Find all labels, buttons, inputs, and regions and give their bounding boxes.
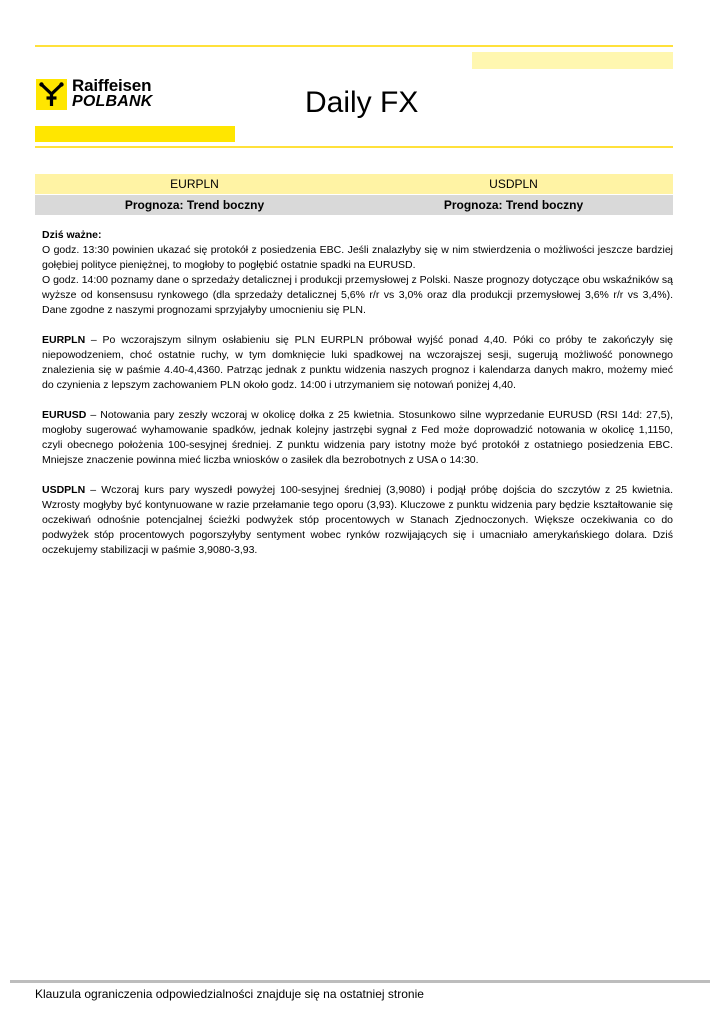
footer-disclaimer: Klauzula ograniczenia odpowiedzialności znajduje się na ostatniej stronie bbox=[35, 987, 424, 1001]
pair-label-eurpln: EURPLN bbox=[170, 177, 219, 191]
header-accent-bar-left bbox=[35, 126, 235, 142]
document-title: Daily FX bbox=[305, 86, 419, 119]
today-paragraph-data: O godz. 14:00 poznamy dane o sprzedaży detalicznej i produkcji przemysłowej z Polski. Nasze prognozy dotyczące obu wskaźników są wyższe od konsensusu rynkowego (dla sprzedaży detalicznej 5,6% r/r vs 3,0% oraz dla produkcji przemysłowej 3,6% r/r vs 3,4%). Dane zgodne z naszymi prognozami sprzyjałyby umocnieniu się PLN. bbox=[42, 274, 673, 316]
header-bottom-rule bbox=[35, 146, 673, 148]
brand-name-line1: Raiffeisen bbox=[72, 76, 152, 95]
footer-rule bbox=[10, 980, 710, 983]
forecast-eurpln: Prognoza: Trend boczny bbox=[124, 198, 265, 212]
section-usdpln bbox=[42, 483, 673, 558]
section-label: EURPLN bbox=[42, 334, 86, 346]
section-text: – Notowania pary zeszły wczoraj w okolicę dołka z 25 kwietnia. Stosunkowo silne wyprzedanie EURUSD (RSI 14d: 27,5), mogłoby sugerować wyhamowanie spadków, jednak kolejny jastrzębi sygnał z Fed może doprowadzić notowania w okolicę 1,1150, czyli obecnego położenia 100-sesyjnej średniej. Z punktu widzenia pary istotny może być protokół z ostatniego posiedzenia EBC. Mniejsze znaczenie powinna mieć liczba wniosków o zasiłek dla bezrobotnych z USA o 14:30. bbox=[42, 409, 673, 466]
section-eurpln bbox=[42, 333, 673, 393]
section-text: – Po wczorajszym silnym osłabieniu się PLN EURPLN próbował wyjść ponad 4,40. Póki co próby te zakończyły się niepowodzeniem, choć ostatnie ruchy, w tym domknięcie luki spadkowej na wczorajszej sesji, sugerują możliwość ponownego znalezienia się w paśmie 4.40-4,4360. Patrząc jednak z punktu widzenia naszych prognoz i kalendarza danych makro, możemy mieć do czynienia z lepszym zachowaniem PLN około godz. 14:00 i utrzymaniem się notowań poniżej 4,40. bbox=[42, 334, 673, 391]
section-label: USDPLN bbox=[42, 484, 86, 496]
commentary-body bbox=[42, 228, 673, 558]
forecast-usdpln: Prognoza: Trend boczny bbox=[443, 198, 584, 212]
section-text: – Wczoraj kurs pary wyszedł powyżej 100-sesyjnej średniej (3,9080) i podjął próbę dojścia do szczytów z 25 kwietnia. Wzrosty mogłyby być kontynuowane w razie przełamanie tego oporu (3,93). Kluczowe z punktu widzenia pary będzie kształtowanie się oczekiwań odnośnie potencjalnej ścieżki podwyżek stóp procentowych w Stanach Zjednoczonych. Większe oczekiwania co do podwyżek stóp procentowych pogorszyłyby sentyment wobec rynków rozwijających się i umacniało amerykańskiego dolara. Dziś oczekujemy stabilizacji w paśmie 3,9080-3,93. bbox=[42, 484, 673, 556]
pair-label-usdpln: USDPLN bbox=[489, 177, 538, 191]
raiffeisen-gable-cross-icon bbox=[36, 79, 67, 110]
pair-header-row bbox=[35, 174, 673, 194]
header-top-rule bbox=[35, 45, 673, 47]
brand-logo bbox=[36, 74, 153, 114]
forecast-row bbox=[35, 195, 673, 215]
brand-name-line2: POLBANK bbox=[72, 93, 153, 110]
header-accent-bar-right bbox=[472, 52, 673, 69]
today-paragraph-ecb: O godz. 13:30 powinien ukazać się protokół z posiedzenia EBC. Jeśli znalazłyby się w nim stwierdzenia o możliwości jeszcze bardziej gołębiej polityce pieniężnej, to mogłoby to pogłębić ostatnie spadki na EURUSD. bbox=[42, 244, 673, 271]
section-eurusd bbox=[42, 408, 673, 468]
today-heading: Dziś ważne: bbox=[42, 229, 102, 241]
section-label: EURUSD bbox=[42, 409, 87, 421]
